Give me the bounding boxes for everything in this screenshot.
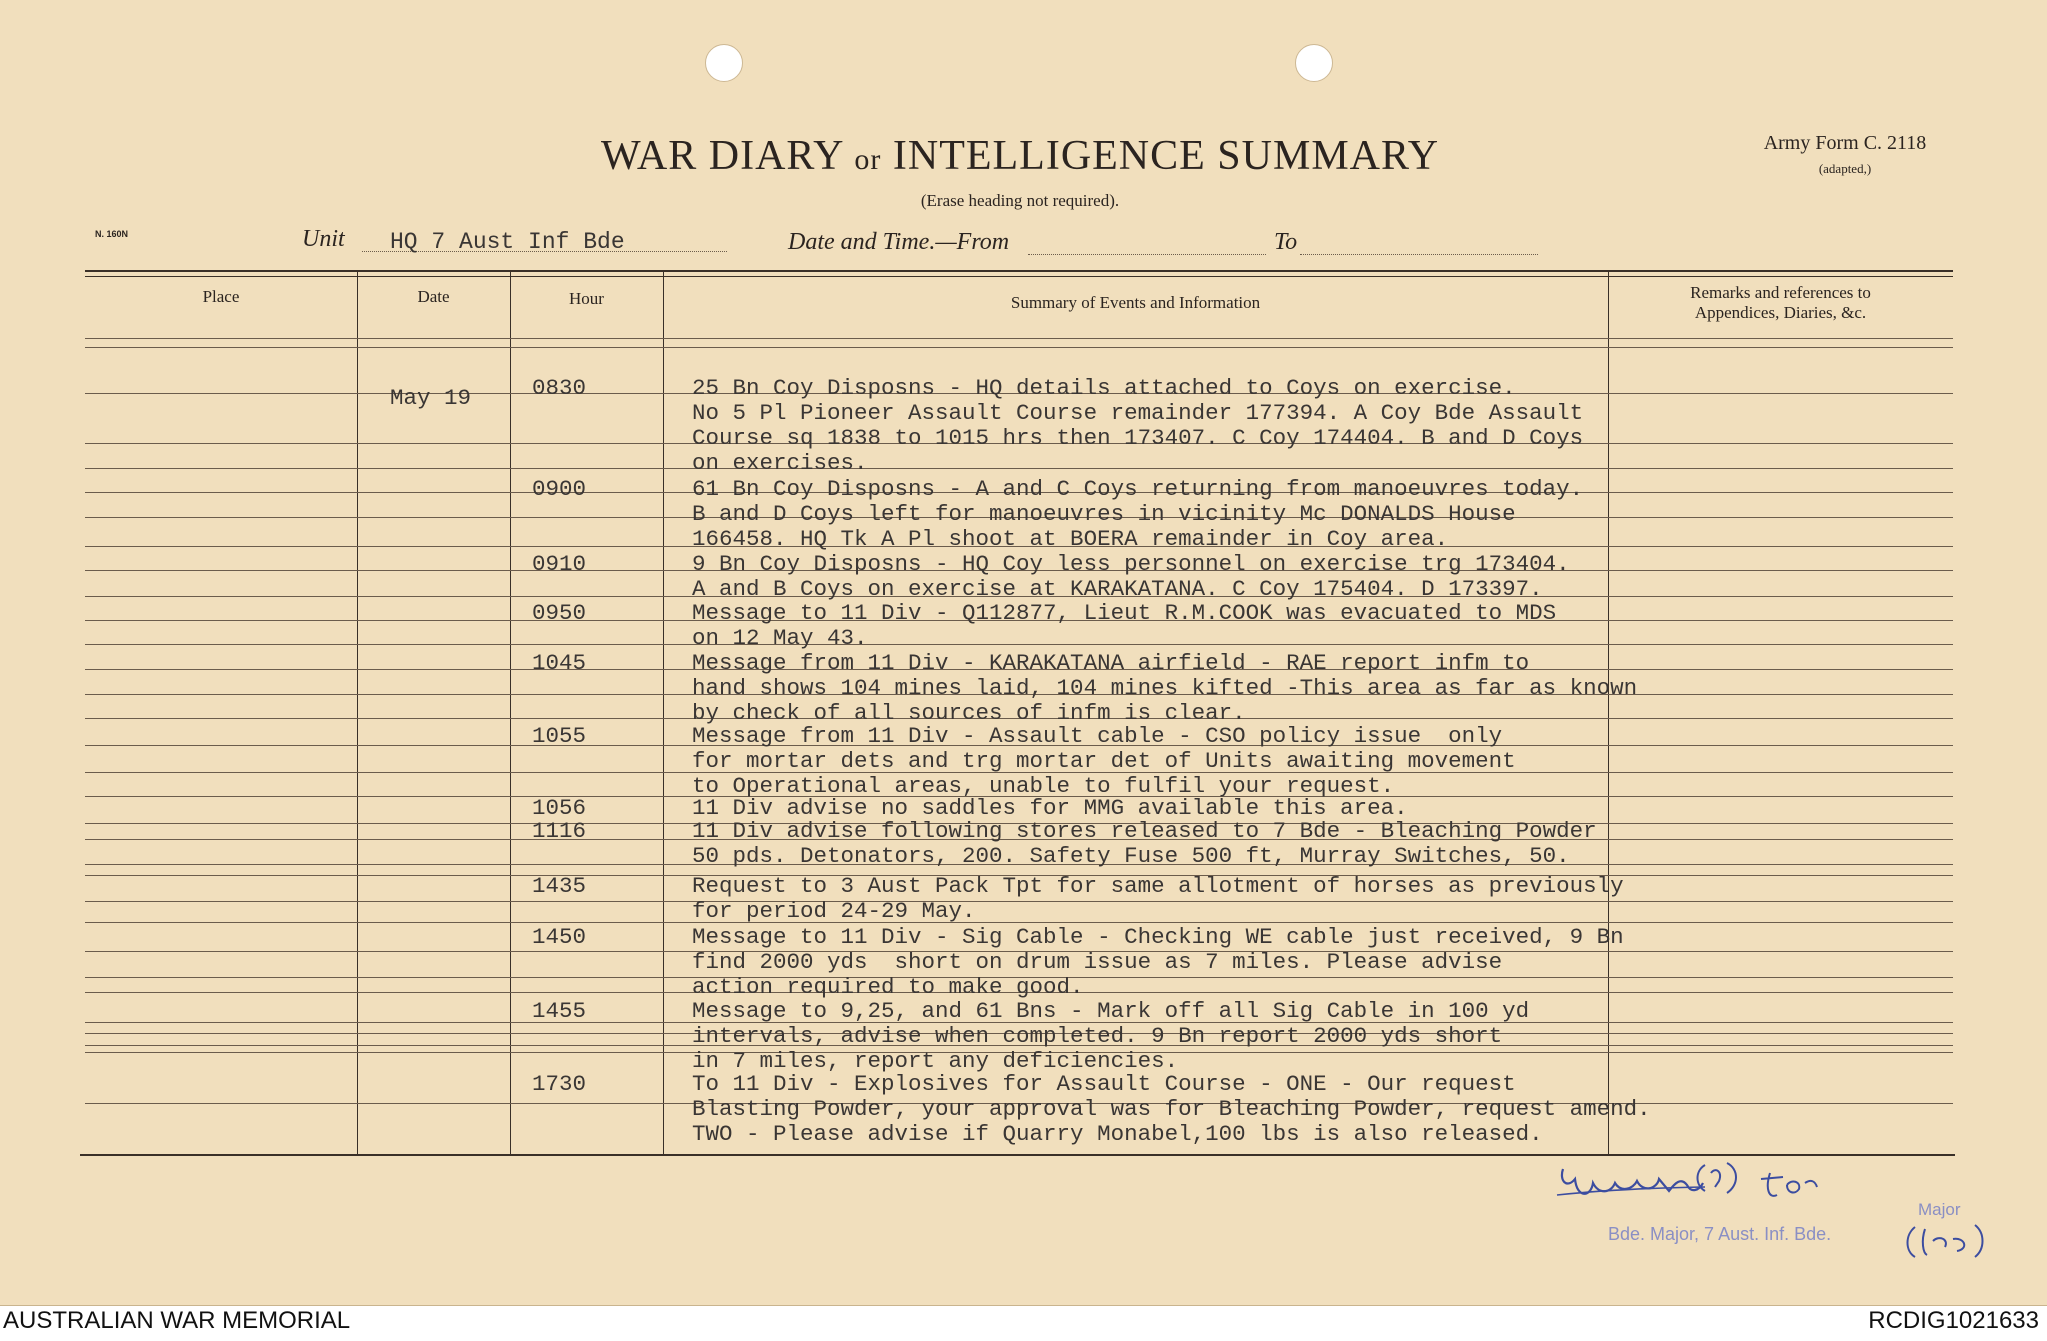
entry-hour: 0830	[532, 375, 587, 401]
entry-hour: 1045	[532, 650, 587, 676]
entry-hour: 1055	[532, 723, 587, 749]
entry-summary-line: Message to 11 Div - Q112877, Lieut R.M.COOK was evacuated to MDS	[692, 600, 1557, 626]
entry-hour: 1435	[532, 873, 587, 899]
entry-summary-line: 11 Div advise no saddles for MMG available this area.	[692, 795, 1408, 821]
entry-summary-line: Course sq 1838 to 1015 hrs then 173407. C Coy 174404. B and D Coys	[692, 425, 1584, 451]
entry-summary-line: Message from 11 Div - KARAKATANA airfield - RAE report infm to	[692, 650, 1530, 676]
header-date: Date	[417, 287, 450, 306]
entry-summary-line: 166458. HQ Tk A Pl shoot at BOERA remainder in Coy area.	[692, 526, 1449, 552]
date-from-underline	[1028, 254, 1266, 255]
unit-value: HQ 7 Aust Inf Bde	[390, 229, 625, 255]
form-code: N. 160N	[95, 229, 129, 239]
date-to-underline	[1300, 254, 1538, 255]
archive-name: AUSTRALIAN WAR MEMORIAL	[3, 1307, 351, 1334]
entry-summary-line: for period 24-29 May.	[692, 898, 976, 924]
entry-summary-line: Message to 9,25, and 61 Bns - Mark off all Sig Cable in 100 yd	[692, 998, 1530, 1024]
entry-summary-line: find 2000 yds short on drum issue as 7 miles. Please advise	[692, 949, 1503, 975]
ruled-line	[85, 347, 1953, 348]
entry-summary-line: 11 Div advise following stores released to 7 Bde - Bleaching Powder	[692, 818, 1597, 844]
ruled-line	[85, 644, 1953, 645]
table-top-rule	[85, 270, 1953, 272]
entry-hour: 0950	[532, 600, 587, 626]
ruled-line	[85, 901, 1953, 902]
header-remarks-line-2: Appendices, Diaries, &c.	[1694, 303, 1867, 322]
title-intelligence-summary: INTELLIGENCE SUMMARY	[892, 133, 1440, 179]
entry-hour: 0900	[532, 476, 587, 502]
entry-summary-line: 25 Bn Coy Disposns - HQ details attached to Coys on exercise.	[692, 375, 1516, 401]
header-place: Place	[202, 287, 240, 306]
form-title	[580, 132, 1460, 180]
stamp-major: Major	[1918, 1200, 1961, 1219]
header-summary: Summary of Events and Information	[1010, 293, 1261, 312]
entry-summary-line: 9 Bn Coy Disposns - HQ Coy less personnel on exercise trg 173404.	[692, 551, 1570, 577]
ruled-line	[85, 338, 1953, 339]
column-divider-summary-remarks	[1608, 270, 1609, 1156]
entry-summary-line: 61 Bn Coy Disposns - A and C Coys returning from manoeuvres today.	[692, 476, 1584, 502]
column-divider-date-hour	[510, 270, 511, 1156]
ruled-line	[85, 468, 1953, 469]
entry-summary-line: 50 pds. Detonators, 200. Safety Fuse 500 ft, Murray Switches, 50.	[692, 843, 1570, 869]
ruled-line	[85, 922, 1953, 923]
title-war-diary: WAR DIARY	[600, 133, 843, 179]
unit-label: Unit	[302, 226, 345, 252]
entry-summary-line: in 7 miles, report any deficiencies.	[692, 1048, 1179, 1074]
entry-summary-line: on 12 May 43.	[692, 625, 868, 651]
entry-summary-line: by check of all sources of infm is clear.	[692, 700, 1246, 726]
table-top-rule-inner	[85, 276, 1953, 277]
column-divider-place-date	[357, 270, 358, 1156]
entry-summary-line: B and D Coys left for manoeuvres in vicinity Mc DONALDS House	[692, 501, 1516, 527]
entry-summary-line: action required to make good.	[692, 974, 1084, 1000]
header-hour: Hour	[569, 289, 604, 308]
date-may-19: May 19	[390, 385, 472, 411]
entry-hour: 1730	[532, 1071, 587, 1097]
stamp-brigade-major: Bde. Major, 7 Aust. Inf. Bde.	[1608, 1224, 1832, 1244]
entry-hour: 1056	[532, 795, 587, 821]
entry-summary-line: Request to 3 Aust Pack Tpt for same allotment of horses as previously	[692, 873, 1624, 899]
diary-table	[80, 270, 1955, 1156]
entry-summary-line: for mortar dets and trg mortar det of Units awaiting movement	[692, 748, 1516, 774]
entry-summary-line: Blasting Powder, your approval was for Bleaching Powder, request amend.	[692, 1096, 1651, 1122]
entry-summary-line: on exercises.	[692, 450, 868, 476]
army-form-number: Army Form C. 2118	[1763, 132, 1927, 154]
army-form-adapted: (adapted,)	[1818, 161, 1872, 176]
date-to-label: To	[1274, 229, 1298, 255]
entry-summary-line: No 5 Pl Pioneer Assault Course remainder 177394. A Coy Bde Assault	[692, 400, 1584, 426]
entry-summary-line: to Operational areas, unable to fulfil your request.	[692, 773, 1395, 799]
entry-summary-line: hand shows 104 mines laid, 104 mines kifted -This area as far as known	[692, 675, 1638, 701]
archive-reference: RCDIG1021633	[1868, 1307, 2039, 1334]
punch-hole-left	[705, 44, 743, 82]
entry-summary-line: Message to 11 Div - Sig Cable - Checking WE cable just received, 9 Bn	[692, 924, 1624, 950]
entry-summary-line: To 11 Div - Explosives for Assault Course - ONE - Our request	[692, 1071, 1516, 1097]
entry-hour: 1455	[532, 998, 587, 1024]
title-or: or	[854, 143, 882, 176]
entry-hour: 1450	[532, 924, 587, 950]
entry-summary-line: intervals, advise when completed. 9 Bn report 2000 yds short	[692, 1023, 1503, 1049]
header-remarks-line-1: Remarks and references to	[1690, 283, 1871, 302]
punch-hole-right	[1295, 44, 1333, 82]
erase-heading-note: (Erase heading not required).	[920, 191, 1120, 210]
column-divider-hour-summary	[663, 270, 664, 1156]
entry-summary-line: Message from 11 Div - Assault cable - CSO policy issue only	[692, 723, 1503, 749]
entry-summary-line: A and B Coys on exercise at KARAKATANA. C Coy 175404. D 173397.	[692, 576, 1543, 602]
entry-summary-line: TWO - Please advise if Quarry Monabel,100 lbs is also released.	[692, 1121, 1543, 1147]
entry-hour: 1116	[532, 818, 587, 844]
date-time-label: Date and Time.—From	[788, 229, 1010, 255]
entry-hour: 0910	[532, 551, 587, 577]
